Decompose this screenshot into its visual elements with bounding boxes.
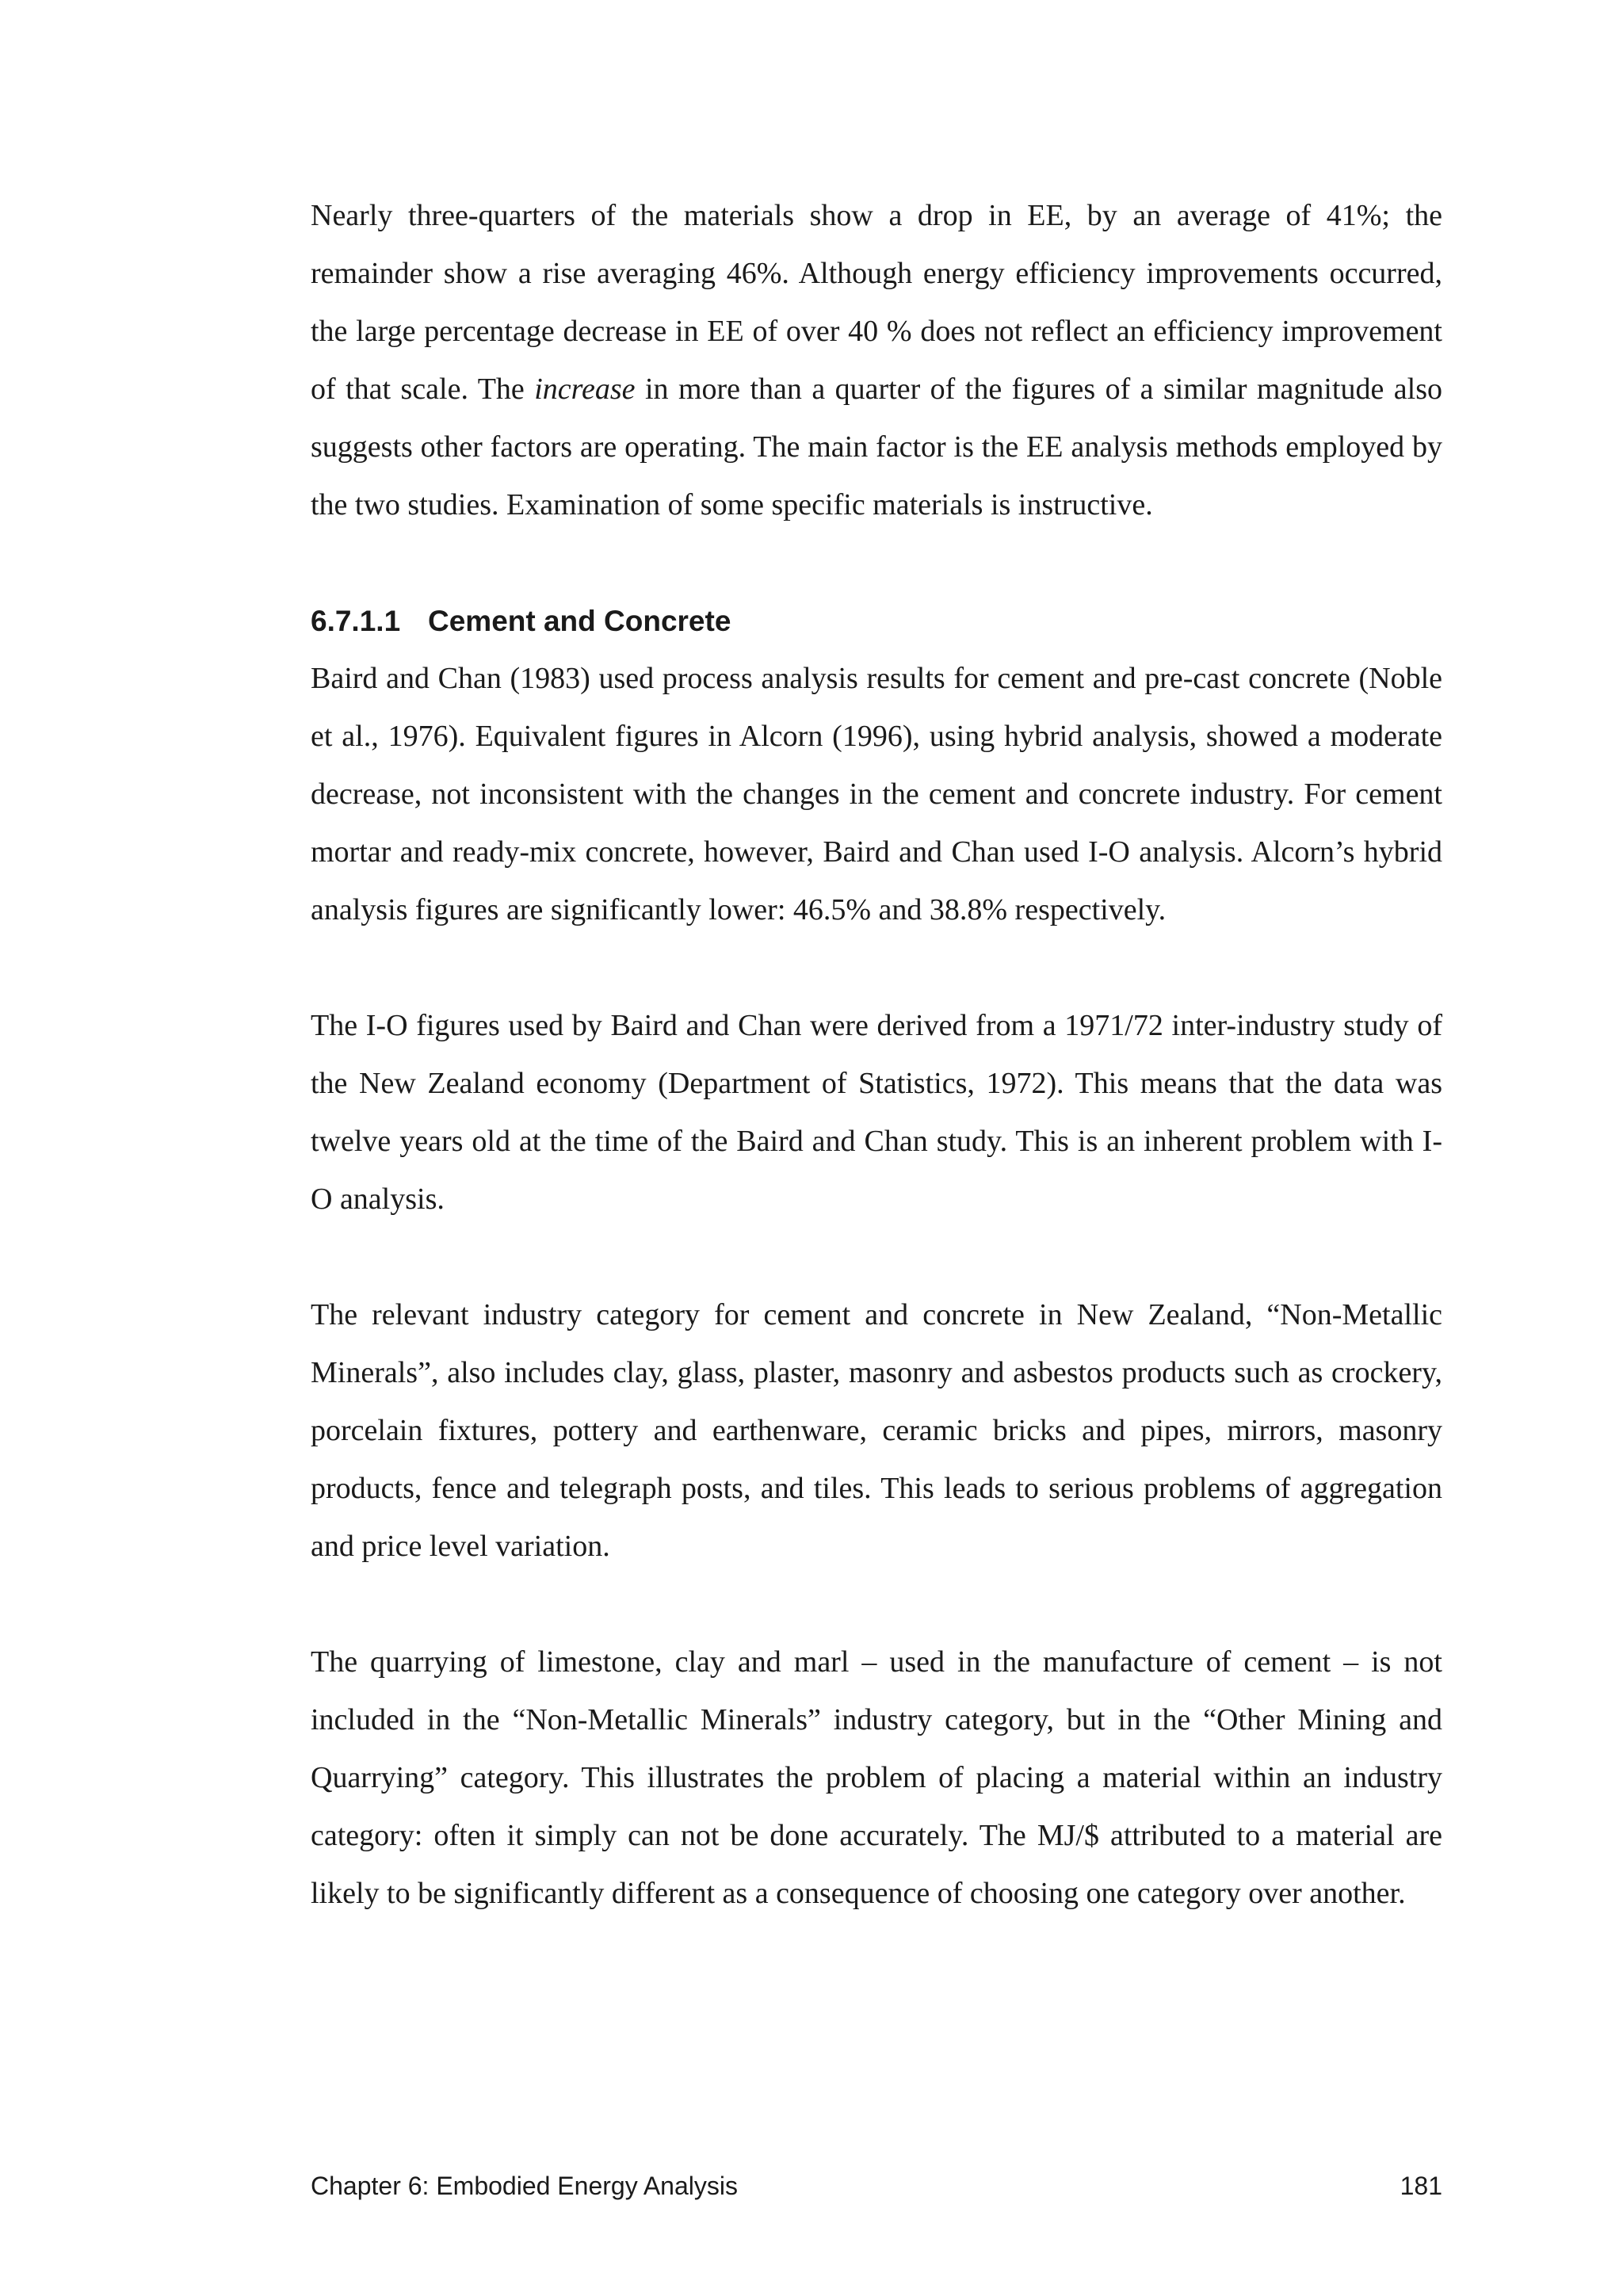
paragraph-text: Nearly three-quarters of the materials show a drop in EE, by an average of 41%; the remainder show a rise averaging 46%. Although energy efficiency improvements occurred, the large percentage decrease in EE of over 40 % does not reflect an efficiency improvement of that scale. The: [311, 199, 1442, 406]
paragraph-quarrying: The quarrying of limestone, clay and marl – used in the manufacture of cement – is not included in the “Non-Metallic Minerals” industry category, but in the “Other Mining and Quarrying” category. This illustrates the problem of placing a material within an industry category: often it simply can not be done accurately. The MJ/$ attributed to a material are likely to be significantly different as a consequence of choosing one category over another.: [311, 1645, 1442, 1910]
footer-page-number: 181: [1400, 2172, 1442, 2200]
emphasis-increase: increase: [534, 372, 636, 406]
paragraph-baird-chan: Baird and Chan (1983) used process analysis results for cement and pre-cast concrete (Noble et al., 1976). Equivalent figures in Alcorn (1996), using hybrid analysis, showed a moderate decrease, not inconsistent with the changes in the cement and concrete industry. For cement mortar and ready-mix concrete, however, Baird and Chan used I-O analysis. Alcorn’s hybrid analysis figures are significantly lower: 46.5% and 38.8% respectively.: [311, 662, 1442, 926]
footer-chapter-title: Chapter 6: Embodied Energy Analysis: [311, 2172, 738, 2200]
section-heading: [311, 592, 1442, 650]
section-number: 6.7.1.1: [311, 605, 401, 637]
section-title: Cement and Concrete: [428, 605, 731, 637]
body-content: [311, 187, 1442, 1923]
paragraph-ee-drop: [311, 187, 1442, 534]
page-footer: [311, 2172, 1442, 2201]
paragraph-text: in more than a quarter of the figures of a similar magnitude also suggests other factors are operating. The main factor is the EE analysis methods employed by the two studies. Examination of some specific materials is instructive.: [311, 372, 1442, 521]
paragraph-industry-category: The relevant industry category for cement and concrete in New Zealand, “Non-Metallic Minerals”, also includes clay, glass, plaster, masonry and asbestos products such as crockery, porcelain fixtures, pottery and earthenware, ceramic bricks and pipes, mirrors, masonry products, fence and telegraph posts, and tiles. This leads to serious problems of aggregation and price level variation.: [311, 1298, 1442, 1563]
paragraph-io-figures: The I-O figures used by Baird and Chan were derived from a 1971/72 inter-industry study of the New Zealand economy (Department of Statistics, 1972). This means that the data was twelve years old at the time of the Baird and Chan study. This is an inherent problem with I-O analysis.: [311, 1009, 1442, 1216]
